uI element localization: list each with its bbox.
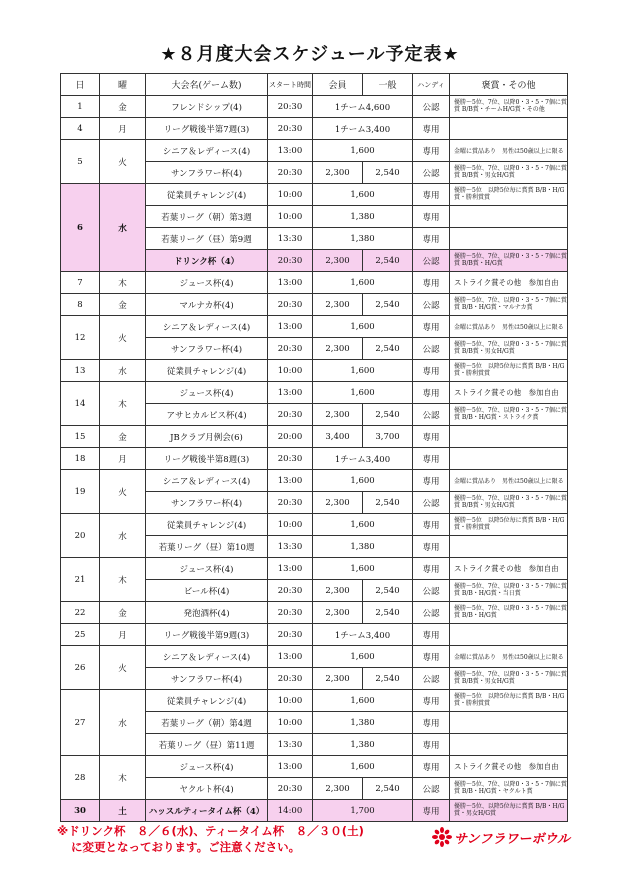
cell-general-fee: 2,540 — [363, 294, 413, 316]
cell-day: 8 — [61, 294, 100, 316]
cell-handicap: 専用 — [413, 646, 450, 668]
cell-prizes-note — [450, 118, 568, 140]
cell-prizes-note: 優勝～5位、7位、以降0・3・5・7個に賞賞 B/B賞・チームH/G賞・その他 — [450, 96, 568, 118]
cell-day: 6 — [61, 184, 100, 272]
table-row — [61, 294, 568, 316]
cell-handicap: 専用 — [413, 360, 450, 382]
cell-handicap: 公認 — [413, 404, 450, 426]
cell-weekday: 金 — [100, 426, 146, 448]
cell-event-name: ジュース杯(4) — [146, 272, 268, 294]
table-row — [61, 316, 568, 338]
cell-fee: 1,380 — [313, 206, 413, 228]
cell-weekday: 火 — [100, 316, 146, 360]
cell-fee: 1,600 — [313, 558, 413, 580]
cell-member-fee: 2,300 — [313, 580, 363, 602]
cell-event-name: ヤクルト杯(4) — [146, 778, 268, 800]
cell-prizes-note: 優勝～5位、7位、以降0・3・5・7個に賞賞 B/B・H/G賞・マルナカ賞 — [450, 294, 568, 316]
header-member: 会員 — [313, 74, 363, 96]
cell-weekday: 土 — [100, 800, 146, 822]
table-row — [61, 382, 568, 404]
cell-weekday: 水 — [100, 360, 146, 382]
cell-fee: 1チーム3,400 — [313, 118, 413, 140]
cell-weekday: 火 — [100, 140, 146, 184]
cell-event-name: ハッスルティータイム杯（4） — [146, 800, 268, 822]
cell-general-fee: 2,540 — [363, 602, 413, 624]
cell-fee: 1,600 — [313, 514, 413, 536]
cell-start-time: 13:00 — [268, 646, 313, 668]
cell-fee: 1,600 — [313, 140, 413, 162]
cell-prizes-note: 優勝～5位 以降5位毎に賞賞 B/B・H/G賞・勝利賞賞 — [450, 360, 568, 382]
cell-member-fee: 2,300 — [313, 602, 363, 624]
cell-event-name: サンフラワー杯(4) — [146, 338, 268, 360]
cell-handicap: 専用 — [413, 470, 450, 492]
cell-general-fee: 2,540 — [363, 492, 413, 514]
cell-handicap: 専用 — [413, 228, 450, 250]
cell-event-name: リーグ戦後半第7週(3) — [146, 118, 268, 140]
cell-handicap: 公認 — [413, 294, 450, 316]
cell-handicap: 専用 — [413, 118, 450, 140]
table-row — [61, 184, 568, 206]
cell-prizes-note: 金曜に賞品あり 男性は50歳以上に限る — [450, 470, 568, 492]
cell-handicap: 専用 — [413, 624, 450, 646]
table-row — [61, 426, 568, 448]
cell-fee: 1,380 — [313, 536, 413, 558]
cell-weekday: 金 — [100, 602, 146, 624]
cell-handicap: 公認 — [413, 250, 450, 272]
cell-handicap: 専用 — [413, 382, 450, 404]
cell-event-name: 従業員チャレンジ(4) — [146, 360, 268, 382]
cell-fee: 1,380 — [313, 734, 413, 756]
cell-general-fee: 3,700 — [363, 426, 413, 448]
cell-start-time: 20:30 — [268, 338, 313, 360]
notice-line-1: ※ドリンク杯 ８／６(水)、ティータイム杯 ８／３０(土) — [57, 824, 364, 838]
cell-weekday: 木 — [100, 272, 146, 294]
cell-handicap: 専用 — [413, 448, 450, 470]
cell-weekday: 火 — [100, 470, 146, 514]
header-weekday: 曜 — [100, 74, 146, 96]
cell-handicap: 専用 — [413, 536, 450, 558]
cell-start-time: 13:30 — [268, 536, 313, 558]
cell-prizes-note: ストライク賞その他 参加自由 — [450, 756, 568, 778]
notice-footer — [57, 823, 364, 855]
cell-handicap: 公認 — [413, 338, 450, 360]
cell-start-time: 20:30 — [268, 118, 313, 140]
cell-start-time: 20:30 — [268, 250, 313, 272]
cell-prizes-note: 金曜に賞品あり 男性は50歳以上に限る — [450, 316, 568, 338]
table-row — [61, 558, 568, 580]
cell-start-time: 13:00 — [268, 140, 313, 162]
table-row — [61, 360, 568, 382]
cell-prizes-note: 優勝～5位、7位、以降0・3・5・7個に賞賞 B/B賞・男女H/G賞 — [450, 338, 568, 360]
cell-day: 28 — [61, 756, 100, 800]
cell-handicap: 専用 — [413, 426, 450, 448]
cell-fee: 1,600 — [313, 756, 413, 778]
cell-prizes-note: 優勝～5位、7位、以降0・3・5・7個に賞賞 B/B賞・男女H/G賞 — [450, 492, 568, 514]
cell-start-time: 13:00 — [268, 558, 313, 580]
cell-weekday: 月 — [100, 118, 146, 140]
cell-weekday: 木 — [100, 382, 146, 426]
cell-member-fee: 2,300 — [313, 778, 363, 800]
cell-handicap: 専用 — [413, 272, 450, 294]
cell-fee: 1,600 — [313, 316, 413, 338]
header-event-name: 大会名(ゲーム数) — [146, 74, 268, 96]
cell-weekday: 月 — [100, 448, 146, 470]
cell-day: 7 — [61, 272, 100, 294]
cell-start-time: 20:30 — [268, 294, 313, 316]
cell-day: 27 — [61, 690, 100, 756]
cell-prizes-note: ストライク賞その他 参加自由 — [450, 272, 568, 294]
cell-event-name: 若葉リーグ（朝）第3週 — [146, 206, 268, 228]
header-handicap: ハンディ — [413, 74, 450, 96]
table-row — [61, 690, 568, 712]
cell-event-name: シニア＆レディース(4) — [146, 140, 268, 162]
cell-start-time: 20:30 — [268, 404, 313, 426]
cell-prizes-note: 優勝～5位、7位、以降0・3・5・7個に賞賞 B/B賞・男女H/G賞 — [450, 162, 568, 184]
header-start-time: スタート時間 — [268, 74, 313, 96]
cell-fee: 1,380 — [313, 228, 413, 250]
cell-start-time: 20:30 — [268, 778, 313, 800]
cell-prizes-note — [450, 536, 568, 558]
cell-start-time: 13:30 — [268, 228, 313, 250]
cell-event-name: ドリンク杯（4） — [146, 250, 268, 272]
cell-weekday: 金 — [100, 96, 146, 118]
cell-start-time: 13:00 — [268, 382, 313, 404]
header-prizes: 褒賞・その他 — [450, 74, 568, 96]
cell-start-time: 13:00 — [268, 756, 313, 778]
cell-prizes-note — [450, 228, 568, 250]
cell-prizes-note: 優勝～5位 以降5位毎に賞賞 B/B・H/G賞・勝利賞賞 — [450, 184, 568, 206]
cell-general-fee: 2,540 — [363, 404, 413, 426]
cell-event-name: サンフラワー杯(4) — [146, 162, 268, 184]
table-row — [61, 140, 568, 162]
cell-event-name: 若葉リーグ（朝）第4週 — [146, 712, 268, 734]
cell-member-fee: 2,300 — [313, 492, 363, 514]
cell-event-name: 若葉リーグ（昼）第11週 — [146, 734, 268, 756]
cell-event-name: フレンドシップ(4) — [146, 96, 268, 118]
cell-handicap: 専用 — [413, 140, 450, 162]
table-row — [61, 96, 568, 118]
cell-day: 26 — [61, 646, 100, 690]
cell-handicap: 専用 — [413, 690, 450, 712]
page-title: ★８月度大会スケジュール予定表★ — [160, 44, 460, 65]
cell-weekday: 金 — [100, 294, 146, 316]
cell-start-time: 20:30 — [268, 96, 313, 118]
cell-prizes-note: 優勝～5位 以降5位毎に賞賞 B/B・H/G賞・勝利賞賞 — [450, 514, 568, 536]
cell-weekday: 木 — [100, 558, 146, 602]
cell-weekday: 水 — [100, 514, 146, 558]
cell-prizes-note: 優勝～5位、7位、以降0・3・5・7個に賞賞 B/B賞・男女H/G賞 — [450, 668, 568, 690]
cell-prizes-note: 優勝～5位、7位、以降0・3・5・7個に賞賞 B/B・H/G賞・当日賞 — [450, 580, 568, 602]
cell-start-time: 10:00 — [268, 514, 313, 536]
cell-handicap: 専用 — [413, 316, 450, 338]
cell-day: 22 — [61, 602, 100, 624]
cell-handicap: 専用 — [413, 734, 450, 756]
cell-event-name: ジュース杯(4) — [146, 756, 268, 778]
cell-prizes-note — [450, 624, 568, 646]
cell-start-time: 13:00 — [268, 272, 313, 294]
table-row — [61, 602, 568, 624]
cell-event-name: マルナカ杯(4) — [146, 294, 268, 316]
cell-fee: 1,600 — [313, 272, 413, 294]
cell-member-fee: 2,300 — [313, 338, 363, 360]
table-row — [61, 470, 568, 492]
table-row — [61, 756, 568, 778]
table-row — [61, 514, 568, 536]
cell-start-time: 13:30 — [268, 734, 313, 756]
cell-event-name: シニア＆レディース(4) — [146, 316, 268, 338]
cell-start-time: 20:00 — [268, 426, 313, 448]
cell-start-time: 20:30 — [268, 668, 313, 690]
cell-prizes-note: 金曜に賞品あり 男性は50歳以上に限る — [450, 646, 568, 668]
cell-member-fee: 2,300 — [313, 162, 363, 184]
cell-event-name: サンフラワー杯(4) — [146, 492, 268, 514]
table-row — [61, 272, 568, 294]
cell-handicap: 専用 — [413, 558, 450, 580]
cell-handicap: 専用 — [413, 514, 450, 536]
cell-start-time: 20:30 — [268, 580, 313, 602]
cell-event-name: サンフラワー杯(4) — [146, 668, 268, 690]
cell-handicap: 公認 — [413, 580, 450, 602]
cell-fee: 1,600 — [313, 360, 413, 382]
cell-member-fee: 2,300 — [313, 404, 363, 426]
cell-day: 19 — [61, 470, 100, 514]
header-row — [61, 74, 568, 96]
cell-prizes-note: 優勝～5位、7位、以降0・3・5・7個に賞賞 B/B・H/G賞・ストライク賞 — [450, 404, 568, 426]
header-day: 日 — [61, 74, 100, 96]
cell-start-time: 10:00 — [268, 184, 313, 206]
cell-general-fee: 2,540 — [363, 250, 413, 272]
cell-prizes-note — [450, 712, 568, 734]
cell-day: 25 — [61, 624, 100, 646]
table-row — [61, 800, 568, 822]
cell-prizes-note: 優勝～5位 以降5位毎に賞賞 B/B・H/G賞・勝利賞賞 — [450, 690, 568, 712]
notice-line-2: に変更となっております。ご注意ください。 — [71, 840, 301, 854]
cell-fee: 1チーム3,400 — [313, 448, 413, 470]
cell-prizes-note: 優勝～5位、7位、以降0・3・5・7個に賞賞 B/B・H/G賞 — [450, 602, 568, 624]
cell-start-time: 10:00 — [268, 360, 313, 382]
brand-logo — [432, 827, 572, 847]
cell-start-time: 20:30 — [268, 492, 313, 514]
cell-day: 30 — [61, 800, 100, 822]
cell-prizes-note: 優勝～5位、7位、以降0・3・5・7個に賞賞 B/B賞・H/G賞 — [450, 250, 568, 272]
cell-handicap: 公認 — [413, 668, 450, 690]
cell-prizes-note: 優勝～5位、7位、以降0・3・5・7個に賞賞 B/B・H/G賞・ヤクルト賞 — [450, 778, 568, 800]
cell-start-time: 20:30 — [268, 162, 313, 184]
cell-start-time: 13:00 — [268, 470, 313, 492]
cell-handicap: 公認 — [413, 602, 450, 624]
table-row — [61, 448, 568, 470]
cell-prizes-note — [450, 448, 568, 470]
cell-start-time: 20:30 — [268, 602, 313, 624]
cell-general-fee: 2,540 — [363, 668, 413, 690]
cell-event-name: ビール杯(4) — [146, 580, 268, 602]
schedule-table — [60, 73, 568, 822]
cell-fee: 1チーム4,600 — [313, 96, 413, 118]
cell-handicap: 公認 — [413, 162, 450, 184]
cell-fee: 1チーム3,400 — [313, 624, 413, 646]
table-row — [61, 646, 568, 668]
cell-prizes-note: ストライク賞その他 参加自由 — [450, 558, 568, 580]
cell-event-name: 従業員チャレンジ(4) — [146, 514, 268, 536]
cell-fee: 1,600 — [313, 646, 413, 668]
cell-general-fee: 2,540 — [363, 338, 413, 360]
table-row — [61, 118, 568, 140]
cell-event-name: リーグ戦後半第8週(3) — [146, 448, 268, 470]
cell-weekday: 木 — [100, 756, 146, 800]
cell-event-name: 若葉リーグ（昼）第9週 — [146, 228, 268, 250]
cell-weekday: 火 — [100, 646, 146, 690]
cell-day: 18 — [61, 448, 100, 470]
cell-weekday: 水 — [100, 184, 146, 272]
cell-handicap: 専用 — [413, 800, 450, 822]
cell-event-name: リーグ戦後半第9週(3) — [146, 624, 268, 646]
cell-prizes-note: ストライク賞その他 参加自由 — [450, 382, 568, 404]
cell-day: 15 — [61, 426, 100, 448]
cell-handicap: 専用 — [413, 206, 450, 228]
cell-event-name: シニア＆レディース(4) — [146, 470, 268, 492]
cell-event-name: 従業員チャレンジ(4) — [146, 184, 268, 206]
cell-weekday: 月 — [100, 624, 146, 646]
cell-fee: 1,700 — [313, 800, 413, 822]
cell-event-name: アサヒカルピス杯(4) — [146, 404, 268, 426]
cell-handicap: 公認 — [413, 492, 450, 514]
cell-start-time: 13:00 — [268, 316, 313, 338]
cell-event-name: ジュース杯(4) — [146, 558, 268, 580]
cell-member-fee: 2,300 — [313, 250, 363, 272]
cell-handicap: 公認 — [413, 96, 450, 118]
cell-start-time: 10:00 — [268, 712, 313, 734]
cell-day: 4 — [61, 118, 100, 140]
cell-day: 13 — [61, 360, 100, 382]
cell-member-fee: 2,300 — [313, 294, 363, 316]
sunflower-icon — [432, 827, 452, 847]
cell-event-name: ジュース杯(4) — [146, 382, 268, 404]
cell-fee: 1,380 — [313, 712, 413, 734]
cell-fee: 1,600 — [313, 382, 413, 404]
cell-fee: 1,600 — [313, 470, 413, 492]
cell-handicap: 専用 — [413, 756, 450, 778]
cell-event-name: JBクラブ月例会(6) — [146, 426, 268, 448]
cell-event-name: 発泡酒杯(4) — [146, 602, 268, 624]
cell-day: 12 — [61, 316, 100, 360]
cell-prizes-note — [450, 206, 568, 228]
cell-fee: 1,600 — [313, 184, 413, 206]
cell-day: 1 — [61, 96, 100, 118]
cell-general-fee: 2,540 — [363, 778, 413, 800]
cell-start-time: 20:30 — [268, 448, 313, 470]
cell-general-fee: 2,540 — [363, 162, 413, 184]
header-general: 一般 — [363, 74, 413, 96]
cell-event-name: 若葉リーグ（昼）第10週 — [146, 536, 268, 558]
cell-prizes-note — [450, 734, 568, 756]
cell-day: 5 — [61, 140, 100, 184]
cell-event-name: 従業員チャレンジ(4) — [146, 690, 268, 712]
cell-general-fee: 2,540 — [363, 580, 413, 602]
cell-start-time: 10:00 — [268, 690, 313, 712]
cell-handicap: 公認 — [413, 778, 450, 800]
cell-start-time: 20:30 — [268, 624, 313, 646]
cell-handicap: 専用 — [413, 184, 450, 206]
cell-weekday: 水 — [100, 690, 146, 756]
cell-start-time: 14:00 — [268, 800, 313, 822]
table-row — [61, 624, 568, 646]
cell-day: 14 — [61, 382, 100, 426]
brand-logo-text: サンフラワーボウル — [454, 832, 570, 847]
cell-fee: 1,600 — [313, 690, 413, 712]
cell-member-fee: 3,400 — [313, 426, 363, 448]
cell-event-name: シニア＆レディース(4) — [146, 646, 268, 668]
cell-prizes-note: 優勝～5位、以降5位毎に賞賞 B/B・H/G賞・男女H/G賞 — [450, 800, 568, 822]
cell-day: 21 — [61, 558, 100, 602]
cell-prizes-note: 金曜に賞品あり 男性は50歳以上に限る — [450, 140, 568, 162]
cell-day: 20 — [61, 514, 100, 558]
cell-prizes-note — [450, 426, 568, 448]
cell-start-time: 10:00 — [268, 206, 313, 228]
cell-handicap: 専用 — [413, 712, 450, 734]
cell-member-fee: 2,300 — [313, 668, 363, 690]
